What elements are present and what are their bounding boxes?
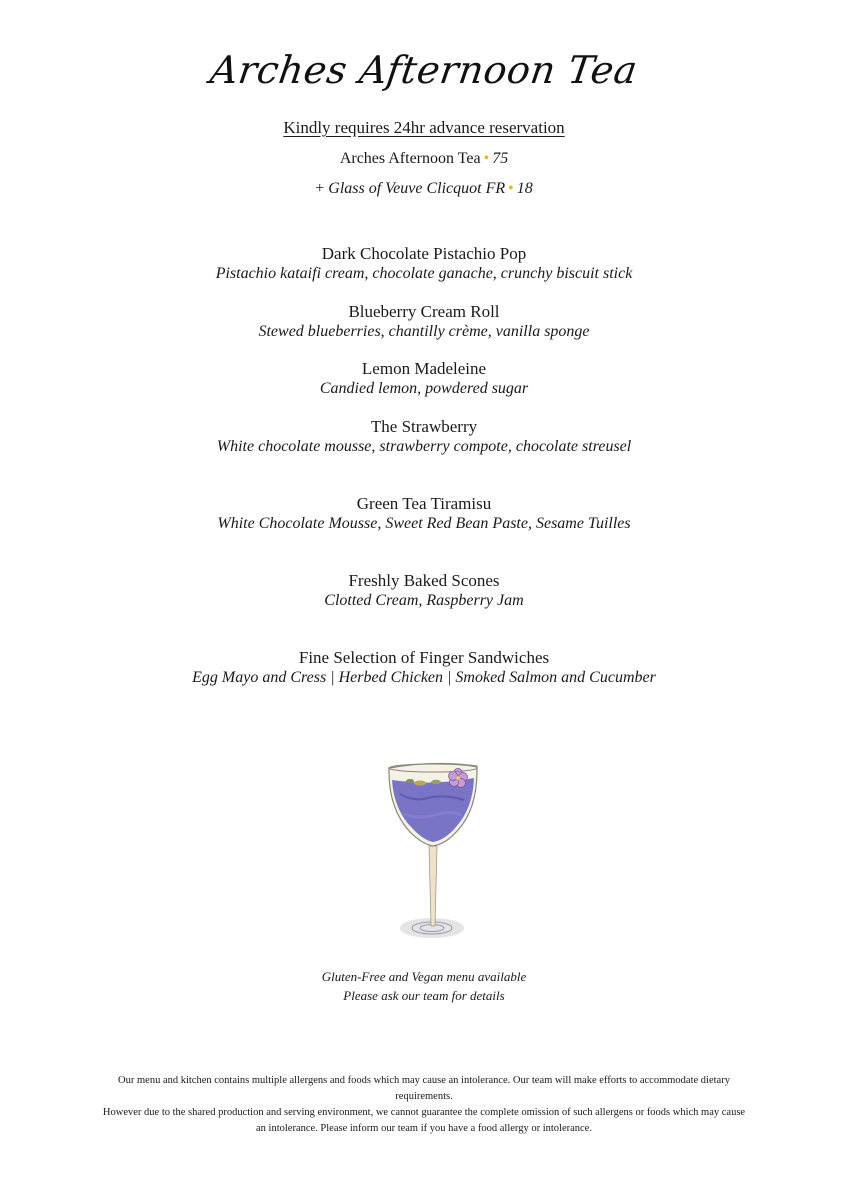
menu-item-name: Green Tea Tiramisu [356, 494, 492, 513]
price-line-afternoon-tea [0, 150, 848, 168]
menu-item [0, 494, 848, 534]
menu-item-description: Candied lemon, powdered sugar [319, 380, 529, 397]
price-label: Arches Afternoon Tea [339, 150, 481, 167]
menu-item-description: White Chocolate Mousse, Sweet Red Bean Paste, Sesame Tuilles [217, 515, 631, 532]
menu-title: Arches Afternoon Tea [207, 48, 641, 92]
menu-item-description: Pistachio kataifi cream, chocolate ganache, crunchy biscuit stick [215, 265, 633, 282]
menu-item-name: Lemon Madeleine [361, 359, 487, 378]
price-value: 75 [492, 150, 509, 167]
menu-item [0, 359, 848, 399]
price-value: 18 [516, 180, 533, 197]
menu-item [0, 244, 848, 284]
bullet-dot-icon: • [483, 150, 490, 167]
cocktail-glass-illustration [380, 758, 490, 948]
menu-item [0, 302, 848, 342]
menu-item-name: Freshly Baked Scones [348, 571, 500, 590]
menu-item-description: Clotted Cream, Raspberry Jam [324, 592, 524, 609]
menu-item-description: Stewed blueberries, chantilly crème, vanilla sponge [258, 323, 590, 340]
disclaimer-paragraph: Our menu and kitchen contains multiple allergens and foods which may cause an intolerance. Our team will make efforts to accommodate dietary requirements. [118, 1075, 730, 1102]
allergen-disclaimer [100, 1073, 748, 1137]
dietary-note-line: Please ask our team for details [343, 988, 505, 1003]
menu-item [0, 571, 848, 611]
reservation-note: Kindly requires 24hr advance reservation [283, 118, 565, 137]
menu-item [0, 648, 848, 688]
menu-item [0, 417, 848, 457]
bullet-dot-icon: • [508, 180, 514, 197]
dietary-note [0, 967, 848, 1005]
price-label: Glass of Veuve Clicquot FR [328, 180, 506, 197]
menu-item-name: The Strawberry [370, 417, 478, 436]
price-line-champagne [0, 180, 848, 198]
dietary-note-line: Gluten-Free and Vegan menu available [321, 969, 527, 984]
menu-item-description: Egg Mayo and Cress | Herbed Chicken | Smoked Salmon and Cucumber [192, 669, 656, 686]
disclaimer-paragraph: However due to the shared production and serving environment, we cannot guarantee the complete omission of such allergens or foods which may cause an intolerance. Please inform our team if you have a food allergy or intolerance. [102, 1107, 746, 1134]
menu-item-name: Dark Chocolate Pistachio Pop [321, 244, 527, 263]
price-prefix: + [315, 180, 325, 197]
menu-item-name: Blueberry Cream Roll [348, 302, 500, 321]
menu-item-name: Fine Selection of Finger Sandwiches [298, 648, 550, 667]
menu-item-description: White chocolate mousse, strawberry compote, chocolate streusel [216, 438, 632, 455]
